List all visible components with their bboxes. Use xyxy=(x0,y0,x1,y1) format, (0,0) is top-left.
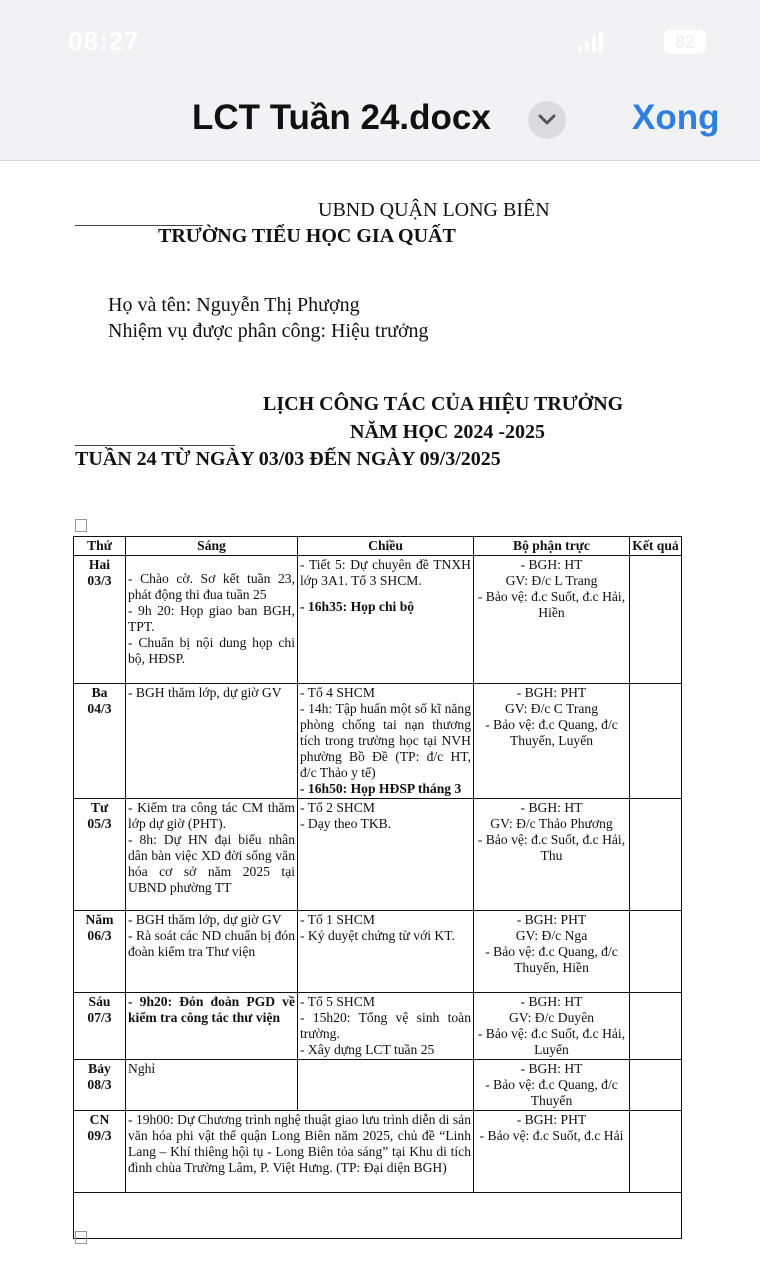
empty-cell xyxy=(74,1193,682,1239)
day-cell: Hai 03/3 xyxy=(74,556,126,684)
result-cell xyxy=(630,993,682,1060)
header-result: Kết quả xyxy=(630,537,682,556)
status-time: 08:27 xyxy=(68,26,140,56)
schedule-table xyxy=(73,536,682,1239)
result-cell xyxy=(630,799,682,911)
battery-icon xyxy=(664,30,706,54)
day-cell: Năm 06/3 xyxy=(74,911,126,993)
morning-cell: - Chào cờ. Sơ kết tuần 23, phát động thi đua tuần 25 - 9h 20: Họp giao ban BGH, TPT. - Chuẩn bị nội dung họp chi bộ, HĐSP. xyxy=(126,556,298,684)
title-dropdown-button[interactable] xyxy=(528,101,566,139)
result-cell xyxy=(630,556,682,684)
duty-cell: - BGH: HT GV: Đ/c L Trang - Bảo vệ: đ.c Suốt, đ.c Hải, Hiền xyxy=(474,556,630,684)
document-page xyxy=(0,161,760,1280)
table-row-empty xyxy=(74,1193,682,1239)
table-row xyxy=(74,684,682,799)
day-cell: Bảy 08/3 xyxy=(74,1060,126,1111)
morning-cell: - BGH thăm lớp, dự giờ GV xyxy=(126,684,298,799)
role-line: Nhiệm vụ được phân công: Hiệu trưởng xyxy=(108,320,429,342)
table-row xyxy=(74,911,682,993)
result-cell xyxy=(630,911,682,993)
battery-level: 82 xyxy=(674,32,696,52)
school-name: TRƯỜNG TIỂU HỌC GIA QUẤT xyxy=(158,225,456,247)
afternoon-cell: - Tổ 5 SHCM - 15h20: Tổng vệ sinh toàn trường. - Xây dựng LCT tuần 25 xyxy=(298,993,474,1060)
table-row xyxy=(74,799,682,911)
name-line: Họ và tên: Nguyễn Thị Phượng xyxy=(108,294,360,316)
afternoon-cell: - Tổ 4 SHCM - 14h: Tập huấn một số kĩ năng phòng chống tai nạn thương tích trong trường học tại NVH phường Bồ Đề (TP: đ/c HT, đ/c Thảo y tế) - 16h50: Họp HĐSP tháng 3 xyxy=(298,684,474,799)
header-day: Thứ xyxy=(74,537,126,556)
afternoon-cell: - Tiết 5: Dự chuyên đề TNXH lớp 3A1. Tổ 3 SHCM. - 16h35: Họp chi bộ xyxy=(298,556,474,684)
school-year: NĂM HỌC 2024 -2025 xyxy=(350,421,545,443)
header-duty: Bộ phận trực xyxy=(474,537,630,556)
week-range: TUẦN 24 TỪ NGÀY 03/03 ĐẾN NGÀY 09/3/2025 xyxy=(75,448,501,470)
duty-cell: - BGH: HT GV: Đ/c Thảo Phương - Bảo vệ: đ.c Suốt, đ.c Hải, Thu xyxy=(474,799,630,911)
paragraph-mark-icon xyxy=(75,1231,87,1244)
morning-cell: - BGH thăm lớp, dự giờ GV - Rà soát các ND chuẩn bị đón đoàn kiểm tra Thư viện xyxy=(126,911,298,993)
document-title: LCT Tuần 24.docx xyxy=(192,98,491,137)
afternoon-cell: - Tổ 2 SHCM - Dạy theo TKB. xyxy=(298,799,474,911)
underline-rule xyxy=(75,445,235,446)
top-bar xyxy=(0,0,760,161)
chevron-down-icon xyxy=(537,111,557,129)
day-cell: CN 09/3 xyxy=(74,1111,126,1193)
day-cell: Sáu 07/3 xyxy=(74,993,126,1060)
table-row xyxy=(74,993,682,1060)
afternoon-cell: - Tổ 1 SHCM - Ký duyệt chứng từ với KT. xyxy=(298,911,474,993)
day-cell: Ba 04/3 xyxy=(74,684,126,799)
afternoon-cell xyxy=(298,1060,474,1111)
org-name: UBND QUẬN LONG BIÊN xyxy=(318,199,550,221)
day-cell: Tư 05/3 xyxy=(74,799,126,911)
header-afternoon: Chiều xyxy=(298,537,474,556)
table-row xyxy=(74,1060,682,1111)
merged-activity-cell: - 19h00: Dự Chương trình nghệ thuật giao lưu trình diễn di sản văn hóa phi vật thể quận Long Biên năm 2025, chủ đề “Linh Lang – Khí thiêng hội tụ - Long Biên tỏa sáng” tại Khu di tích đình chùa Trường Lâm, P. Việt Hưng. (TP: Đại diện BGH) xyxy=(126,1111,474,1193)
duty-cell: - BGH: PHT GV: Đ/c C Trang - Bảo vệ: đ.c Quang, đ/c Thuyến, Luyến xyxy=(474,684,630,799)
table-row xyxy=(74,1111,682,1193)
duty-cell: - BGH: HT - Bảo vệ: đ.c Quang, đ/c Thuyến xyxy=(474,1060,630,1111)
result-cell xyxy=(630,1060,682,1111)
table-row xyxy=(74,556,682,684)
table-header-row xyxy=(74,537,682,556)
paragraph-mark-icon xyxy=(75,519,87,532)
result-cell xyxy=(630,1111,682,1193)
duty-cell: - BGH: HT GV: Đ/c Duyên - Bảo vệ: đ.c Suốt, đ.c Hải, Luyến xyxy=(474,993,630,1060)
header-morning: Sáng xyxy=(126,537,298,556)
morning-cell: Nghỉ xyxy=(126,1060,298,1111)
duty-cell: - BGH: PHT - Bảo vệ: đ.c Suốt, đ.c Hải xyxy=(474,1111,630,1193)
schedule-title: LỊCH CÔNG TÁC CỦA HIỆU TRƯỞNG xyxy=(263,393,624,415)
morning-cell: - 9h20: Đón đoàn PGD về kiểm tra công tác thư viện xyxy=(126,993,298,1060)
morning-cell: - Kiểm tra công tác CM thăm lớp dự giờ (PHT). - 8h: Dự HN đại biểu nhân dân bàn việc XD đời sống văn hóa cơ sở năm 2025 tại UBND phường TT xyxy=(126,799,298,911)
cellular-signal-icon xyxy=(578,32,604,52)
result-cell xyxy=(630,684,682,799)
done-button[interactable]: Xong xyxy=(632,98,720,137)
duty-cell: - BGH: PHT GV: Đ/c Nga - Bảo vệ: đ.c Quang, đ/c Thuyến, Hiền xyxy=(474,911,630,993)
